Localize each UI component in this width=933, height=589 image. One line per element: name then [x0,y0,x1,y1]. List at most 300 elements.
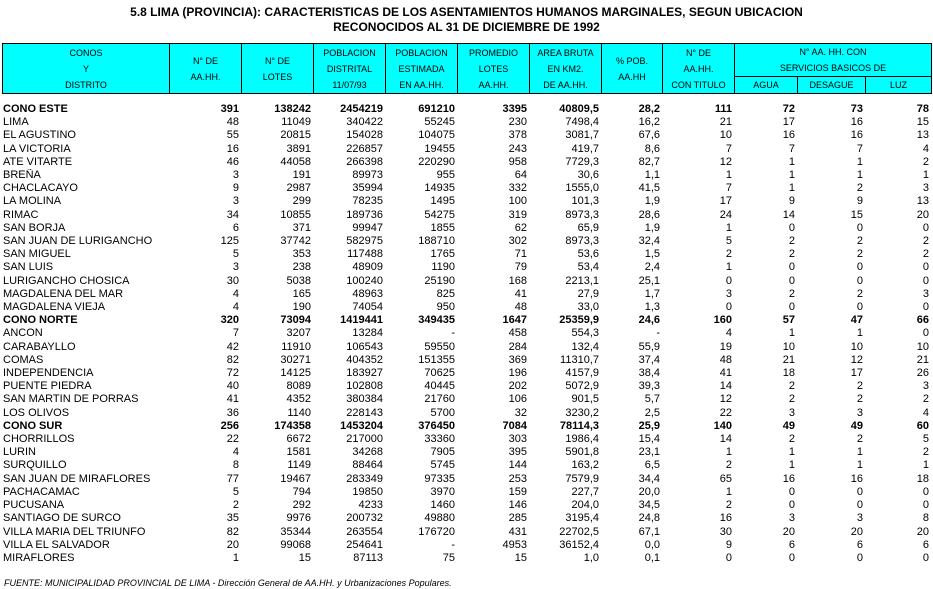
cell-promedio-lotes: 106 [508,393,527,406]
cell-promedio-lotes: 202 [508,380,527,393]
cell-promedio-lotes: 41 [514,287,527,300]
cell-poblacion-distrital: 254641 [346,538,383,551]
row-name: CHACLACAYO [3,182,78,195]
cell-desague: 0 [856,261,863,274]
cell-n-aahh: 320 [220,314,239,327]
cell-poblacion-distrital: 89973 [352,169,383,182]
row-name: BREÑA [3,169,41,182]
cell-pct-pob: 1,9 [644,195,660,208]
cell-desague: 16 [850,129,863,142]
cell-promedio-lotes: 458 [508,327,527,340]
cell-poblacion-estimada: 25190 [424,274,455,287]
cell-n-aahh: 5 [232,485,239,498]
cell-n-lotes: 15 [298,551,311,564]
cell-n-aahh: 5 [232,248,239,261]
cell-luz: 10 [916,340,929,353]
cell-n-aahh: 40 [226,380,239,393]
table-row [2,367,931,380]
cell-area-bruta: 36152,4 [559,538,599,551]
page-title: 5.8 LIMA (PROVINCIA): CARACTERISTICAS DE LOS ASENTAMIENTOS HUMANOS MARGINALES, SEGUN UBICACION [130,5,803,19]
table-row [2,499,931,512]
cell-luz: 1 [922,459,929,472]
cell-pct-pob: 1,5 [644,248,660,261]
cell-poblacion-distrital: 154028 [346,129,383,142]
cell-poblacion-estimada: - [451,327,455,340]
cell-n-lotes: 299 [292,195,311,208]
cell-poblacion-estimada: 5700 [430,406,455,419]
cell-promedio-lotes: 62 [514,221,527,234]
cell-promedio-lotes: 302 [508,235,527,248]
cell-pct-pob: 38,4 [638,367,660,380]
cell-area-bruta: 901,5 [571,393,599,406]
row-name: CARABAYLLO [3,340,76,353]
cell-desague: 16 [850,116,863,129]
cell-poblacion-distrital: 217000 [346,433,383,446]
table-row [2,169,931,182]
cell-desague: 49 [850,419,863,432]
cell-promedio-lotes: 79 [514,261,527,274]
cell-n-lotes: 3891 [286,142,311,155]
table-row [2,341,931,354]
cell-poblacion-estimada: 55245 [424,116,455,129]
cell-agua: 7 [788,142,795,155]
cell-poblacion-estimada: 349435 [418,314,455,327]
cell-poblacion-estimada: 220290 [418,155,455,168]
cell-luz: 26 [916,367,929,380]
cell-agua: 1 [788,459,795,472]
cell-promedio-lotes: 196 [508,367,527,380]
cell-n-aahh: 2 [232,499,239,512]
cell-promedio-lotes: 253 [508,472,527,485]
table-row [2,327,931,340]
cell-area-bruta: 53,6 [577,248,599,261]
cell-agua: 0 [788,261,795,274]
cell-poblacion-distrital: 2454219 [340,103,383,115]
cell-promedio-lotes: 32 [514,406,527,419]
cell-n-lotes: 99068 [280,538,311,551]
cell-promedio-lotes: 4953 [502,538,527,551]
cell-luz: 3 [922,380,929,393]
cell-n-lotes: 138242 [274,103,311,115]
cell-n-lotes: 5038 [286,274,311,287]
cell-luz: 2 [922,248,929,261]
cell-agua: 0 [788,485,795,498]
cell-area-bruta: 8973,3 [565,208,599,221]
header-n-lotes: N° DE LOTES [242,44,314,94]
cell-pct-pob: 34,4 [638,472,660,485]
cell-n-titulo: 12 [719,393,732,406]
cell-area-bruta: 11310,7 [560,353,599,366]
cell-agua: 0 [788,301,795,314]
cell-agua: 1 [788,446,795,459]
cell-pct-pob: 82,7 [638,155,660,168]
cell-poblacion-distrital: 189736 [346,208,383,221]
cell-n-aahh: 30 [226,274,239,287]
cell-pct-pob: 8,6 [644,142,660,155]
table-row [2,486,931,499]
cell-poblacion-distrital: 106543 [346,340,383,353]
cell-promedio-lotes: 1647 [502,314,527,327]
cell-desague: 6 [856,538,863,551]
row-name: LURIN [3,446,37,459]
cell-poblacion-estimada: 19455 [424,142,455,155]
cell-n-aahh: 34 [226,208,239,221]
row-name: PUENTE PIEDRA [3,380,92,393]
cell-poblacion-distrital: 183927 [346,367,383,380]
cell-area-bruta: 2213,1 [565,274,599,287]
cell-poblacion-distrital: 35994 [352,182,383,195]
cell-luz: 4 [922,406,929,419]
cell-pct-pob: 1,7 [644,287,660,300]
cell-poblacion-estimada: 59550 [424,340,455,353]
cell-n-lotes: 1140 [287,406,311,419]
table-body [2,103,931,565]
cell-desague: 2 [856,380,863,393]
cell-pct-pob: 24,6 [638,314,660,327]
cell-poblacion-estimada: 1190 [431,261,455,274]
cell-poblacion-estimada: 176720 [418,525,455,538]
table-row [2,459,931,472]
table-row [2,116,931,129]
cell-area-bruta: 3195,4 [565,512,599,525]
cell-luz: 2 [922,235,929,248]
table-row [2,393,931,406]
cell-n-lotes: 3207 [286,327,311,340]
cell-n-aahh: 55 [226,129,239,142]
cell-n-titulo: 160 [713,314,732,327]
cell-poblacion-estimada: 7905 [430,446,455,459]
cell-promedio-lotes: 332 [508,182,527,195]
table-row [2,261,931,274]
cell-poblacion-distrital: 87113 [353,551,383,564]
cell-n-titulo: 16 [719,512,732,525]
cell-poblacion-distrital: 404352 [346,353,383,366]
cell-poblacion-estimada: 955 [436,169,455,182]
cell-n-titulo: 3 [725,287,732,300]
cell-n-titulo: 140 [713,419,732,432]
cell-poblacion-estimada: 1765 [430,248,455,261]
cell-poblacion-estimada: 14935 [424,182,455,195]
header-n-aahh: N° DE AA.HH. [170,44,242,94]
cell-luz: 21 [916,353,929,366]
cell-n-titulo: 19 [719,340,732,353]
cell-desague: 2 [856,433,863,446]
cell-n-aahh: 4 [232,301,239,314]
cell-n-aahh: 16 [226,142,239,155]
table-row [2,301,931,314]
cell-n-titulo: 111 [714,103,732,115]
row-name: SAN LUIS [3,261,54,274]
cell-poblacion-distrital: 88464 [352,459,383,472]
cell-n-aahh: 8 [232,459,239,472]
cell-n-titulo: 5 [725,235,732,248]
cell-area-bruta: 53,4 [577,261,599,274]
cell-n-aahh: 1 [232,551,239,564]
row-name: MAGDALENA VIEJA [3,301,106,314]
cell-desague: 2 [856,235,863,248]
cell-luz: 3 [922,182,929,195]
cell-n-lotes: 14125 [280,367,311,380]
cell-promedio-lotes: 243 [508,142,527,155]
cell-promedio-lotes: 230 [508,116,527,129]
cell-area-bruta: 1555,0 [565,182,599,195]
cell-n-lotes: 9976 [286,512,311,525]
cell-n-titulo: 21 [719,116,732,129]
table-row [2,552,931,565]
cell-poblacion-distrital: 228143 [346,406,383,419]
row-name: VILLA MARIA DEL TRIUNFO [3,525,146,538]
cell-n-aahh: 42 [226,340,239,353]
row-name: EL AGUSTINO [3,129,76,142]
cell-luz: 15 [916,116,929,129]
cell-agua: 1 [788,169,795,182]
row-name: COMAS [3,353,44,366]
cell-agua: 6 [788,538,795,551]
cell-poblacion-estimada: 70625 [424,367,455,380]
cell-n-lotes: 35344 [280,525,311,538]
cone-row [2,314,931,327]
cell-poblacion-distrital: 226857 [346,142,383,155]
cell-n-lotes: 353 [292,248,311,261]
cell-desague: 2 [856,182,863,195]
cell-poblacion-estimada: 1855 [430,221,455,234]
cell-n-aahh: 82 [226,353,239,366]
cell-area-bruta: 132,4 [571,340,599,353]
cell-n-titulo: 1 [725,446,732,459]
cell-n-aahh: 72 [226,367,239,380]
cell-area-bruta: 4157,9 [565,367,599,380]
cell-n-titulo: 9 [725,538,732,551]
cell-poblacion-distrital: 19850 [352,485,383,498]
cell-agua: 1 [788,182,795,195]
cell-promedio-lotes: 284 [508,340,527,353]
cell-area-bruta: 5901,8 [565,446,599,459]
cell-n-lotes: 11049 [281,116,311,129]
cell-luz: 3 [922,287,929,300]
cell-luz: 18 [916,472,929,485]
cell-desague: 9 [856,195,863,208]
cell-promedio-lotes: 100 [508,195,527,208]
cell-n-aahh: 36 [226,406,239,419]
cell-luz: 20 [916,525,929,538]
row-name: VILLA EL SALVADOR [3,538,110,551]
cell-desague: 20 [850,525,863,538]
cell-area-bruta: 65,9 [577,221,599,234]
table-row [2,539,931,552]
cell-n-titulo: 2 [725,248,732,261]
cell-n-lotes: 20815 [280,129,311,142]
cell-pct-pob: 1,9 [644,221,660,234]
cell-agua: 2 [788,248,795,261]
cell-n-lotes: 73094 [280,314,311,327]
row-name: MAGDALENA DEL MAR [3,287,124,300]
cell-area-bruta: 7498,4 [565,116,599,129]
cell-poblacion-distrital: 48909 [352,261,383,274]
cell-luz: 2 [922,446,929,459]
cell-pct-pob: 39,3 [638,380,660,393]
cell-agua: 3 [788,512,795,525]
cell-area-bruta: 1,0 [583,551,599,564]
cell-poblacion-distrital: 380384 [346,393,383,406]
cell-n-lotes: 37742 [280,235,311,248]
cell-n-aahh: 391 [220,103,239,115]
cell-pct-pob: 25,9 [638,419,660,432]
table-row [2,433,931,446]
cell-poblacion-distrital: 102808 [346,380,383,393]
cell-agua: 0 [788,551,795,564]
cell-n-aahh: 82 [226,525,239,538]
cell-n-lotes: 174358 [274,419,311,432]
data-table [2,103,931,565]
row-name: CONO ESTE [3,103,68,115]
header-poblacion-distrital: POBLACION DISTRITAL 11/07/93 [314,44,386,94]
cell-area-bruta: 40809,5 [559,103,599,115]
cell-n-titulo: 1 [725,221,732,234]
row-name: SAN BORJA [3,221,66,234]
cell-area-bruta: 7579,9 [565,472,599,485]
cell-agua: 3 [788,406,795,419]
cell-luz: 0 [922,551,929,564]
cell-promedio-lotes: 159 [508,485,527,498]
header-agua: AGUA [735,77,798,94]
cell-n-lotes: 30271 [280,353,311,366]
cell-n-lotes: 10855 [280,208,311,221]
cell-poblacion-distrital: 4233 [358,499,383,512]
cell-poblacion-estimada: 75 [442,551,455,564]
cell-luz: 6 [922,538,929,551]
cell-promedio-lotes: 168 [508,274,527,287]
cell-desague: 7 [856,142,863,155]
cell-pct-pob: 55,9 [638,340,660,353]
cell-agua: 17 [782,116,795,129]
cell-poblacion-estimada: 825 [436,287,455,300]
cell-promedio-lotes: 3395 [502,103,527,115]
cell-pct-pob: 32,4 [638,235,660,248]
cell-desague: 1 [856,169,863,182]
cell-pct-pob: 2,5 [644,406,660,419]
cell-luz: 78 [916,103,929,115]
cell-n-lotes: 4352 [286,393,311,406]
cell-area-bruta: 25359,9 [559,314,599,327]
cell-poblacion-estimada: 5745 [430,459,455,472]
cell-agua: 16 [782,129,795,142]
cell-n-titulo: 2 [725,499,732,512]
cell-desague: 10 [850,340,863,353]
cell-poblacion-estimada: 54275 [424,208,455,221]
cell-poblacion-distrital: 100240 [346,274,383,287]
cell-area-bruta: 419,7 [571,142,599,155]
cell-agua: 0 [788,274,795,287]
cell-desague: 17 [850,367,863,380]
cell-promedio-lotes: 48 [514,301,527,314]
header-pct-pob: % POB. AA.HH [602,44,663,94]
cell-promedio-lotes: 285 [508,512,527,525]
header-conos: CONOS Y DISTRITO [3,44,170,94]
table-row [2,380,931,393]
cell-luz: 8 [922,512,929,525]
cell-n-lotes: 1581 [286,446,311,459]
cell-n-titulo: 0 [725,301,732,314]
cell-poblacion-estimada: 950 [436,301,455,314]
cell-luz: 0 [922,221,929,234]
cell-desague: 16 [850,472,863,485]
row-name: CHORRILLOS [3,433,75,446]
cell-poblacion-estimada: 188710 [418,235,455,248]
cell-luz: 2 [922,393,929,406]
cell-n-titulo: 48 [719,353,732,366]
cell-n-lotes: 6672 [286,433,311,446]
table-row [2,235,931,248]
cell-n-titulo: 2 [725,459,732,472]
cell-promedio-lotes: 71 [514,248,527,261]
cell-n-lotes: 794 [292,485,311,498]
cell-pct-pob: 28,2 [638,103,660,115]
cell-poblacion-distrital: 340422 [346,116,383,129]
cell-desague: 0 [856,551,863,564]
cell-n-titulo: 0 [725,551,732,564]
table-row [2,288,931,301]
cell-desague: 0 [856,221,863,234]
cell-pct-pob: 34,5 [638,499,660,512]
header-servicios: N° AA. HH. CON [735,44,932,61]
cell-desague: 1 [856,446,863,459]
cell-area-bruta: 22702,5 [559,525,599,538]
cell-agua: 2 [788,393,795,406]
cell-agua: 21 [782,353,795,366]
cell-n-aahh: 6 [232,221,239,234]
cell-n-lotes: 190 [292,301,311,314]
row-name: CONO NORTE [3,314,78,327]
cell-n-aahh: 9 [232,182,239,195]
cell-n-lotes: 371 [292,221,311,234]
cell-pct-pob: 25,1 [638,274,660,287]
cell-luz: 2 [922,155,929,168]
cell-n-lotes: 191 [292,169,311,182]
cell-desague: 1 [856,459,863,472]
cell-n-aahh: 3 [232,169,239,182]
cell-poblacion-estimada: 33360 [424,433,455,446]
row-name: SURQUILLO [3,459,67,472]
cell-poblacion-distrital: 117488 [347,248,383,261]
cell-poblacion-estimada: 49880 [424,512,455,525]
cell-poblacion-distrital: 263554 [346,525,383,538]
cell-n-lotes: 238 [292,261,311,274]
row-name: SAN JUAN DE LURIGANCHO [3,235,153,248]
cell-poblacion-estimada: 151355 [418,353,455,366]
table-row [2,446,931,459]
cell-n-titulo: 24 [719,208,732,221]
cell-luz: 0 [922,327,929,340]
cell-desague: 47 [850,314,863,327]
cell-n-aahh: 20 [226,538,239,551]
cell-promedio-lotes: 378 [508,129,527,142]
table-row [2,512,931,525]
cell-promedio-lotes: 144 [508,459,527,472]
header-area-bruta: AREA BRUTA EN KM2. DE AA.HH. [530,44,602,94]
cell-area-bruta: 30,6 [577,169,599,182]
cell-agua: 18 [782,367,795,380]
table-header [2,43,932,94]
row-name: LURIGANCHO CHOSICA [3,274,130,287]
cell-poblacion-distrital: 582975 [346,235,383,248]
cell-luz: 13 [916,129,929,142]
row-name: ANCON [3,327,43,340]
row-name: MIRAFLORES [3,551,75,564]
cell-luz: 20 [916,208,929,221]
cell-pct-pob: 0,1 [644,551,660,564]
cell-agua: 20 [782,525,795,538]
table-row [2,222,931,235]
